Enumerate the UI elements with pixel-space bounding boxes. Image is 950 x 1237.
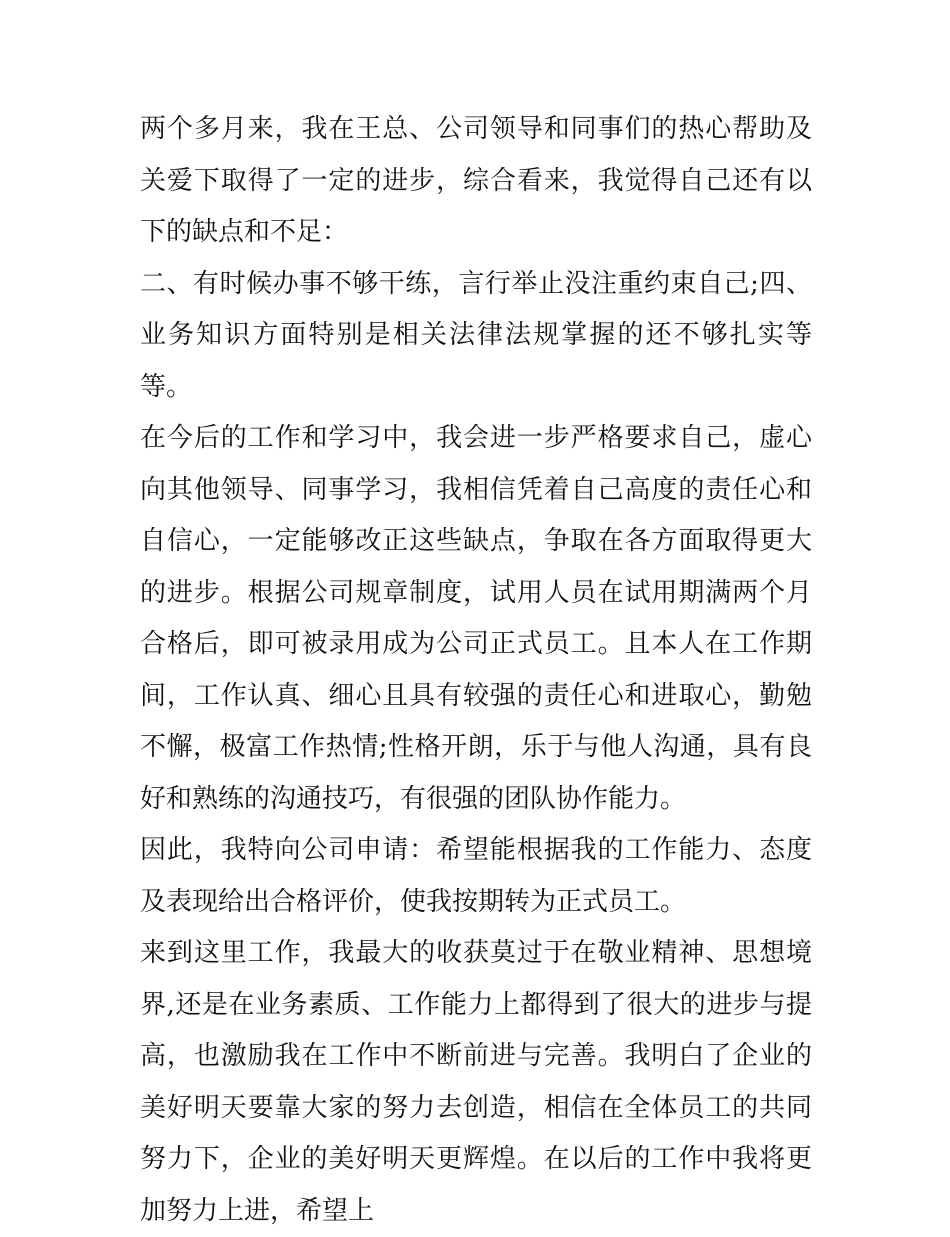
document-body [140, 104, 812, 1237]
paragraph-4: 因此，我特向公司申请：希望能根据我的工作能力、态度及表现给出合格评价，使我按期转为正式员工。 [140, 835, 812, 917]
paragraph-5: 来到这里工作，我最大的收获莫过于在敬业精神、思想境界,还是在业务素质、工作能力上都得到了很大的进步与提高，也激励我在工作中不断前进与完善。我明白了企业的美好明天要靠大家的努力去创造，相信在全体员工的共同努力下，企业的美好明天更辉煌。在以后的工作中我将更加努力上进，希望上 [140, 938, 812, 1226]
paragraph-2: 二、有时候办事不够干练，言行举止没注重约束自己;四、业务知识方面特别是相关法律法规掌握的还不够扎实等等。 [140, 268, 812, 402]
paragraph-1: 两个多月来，我在王总、公司领导和同事们的热心帮助及关爱下取得了一定的进步，综合看来，我觉得自己还有以下的缺点和不足： [140, 114, 812, 247]
paragraph-3: 在今后的工作和学习中，我会进一步严格要求自己，虚心向其他领导、同事学习，我相信凭着自己高度的责任心和自信心，一定能够改正这些缺点，争取在各方面取得更大的进步。根据公司规章制度，试用人员在试用期满两个月合格后，即可被录用成为公司正式员工。且本人在工作期间，工作认真、细心且具有较强的责任心和进取心，勤勉不懈，极富工作热情;性格开朗，乐于与他人沟通，具有良好和熟练的沟通技巧，有很强的团队协作能力。 [140, 423, 812, 814]
